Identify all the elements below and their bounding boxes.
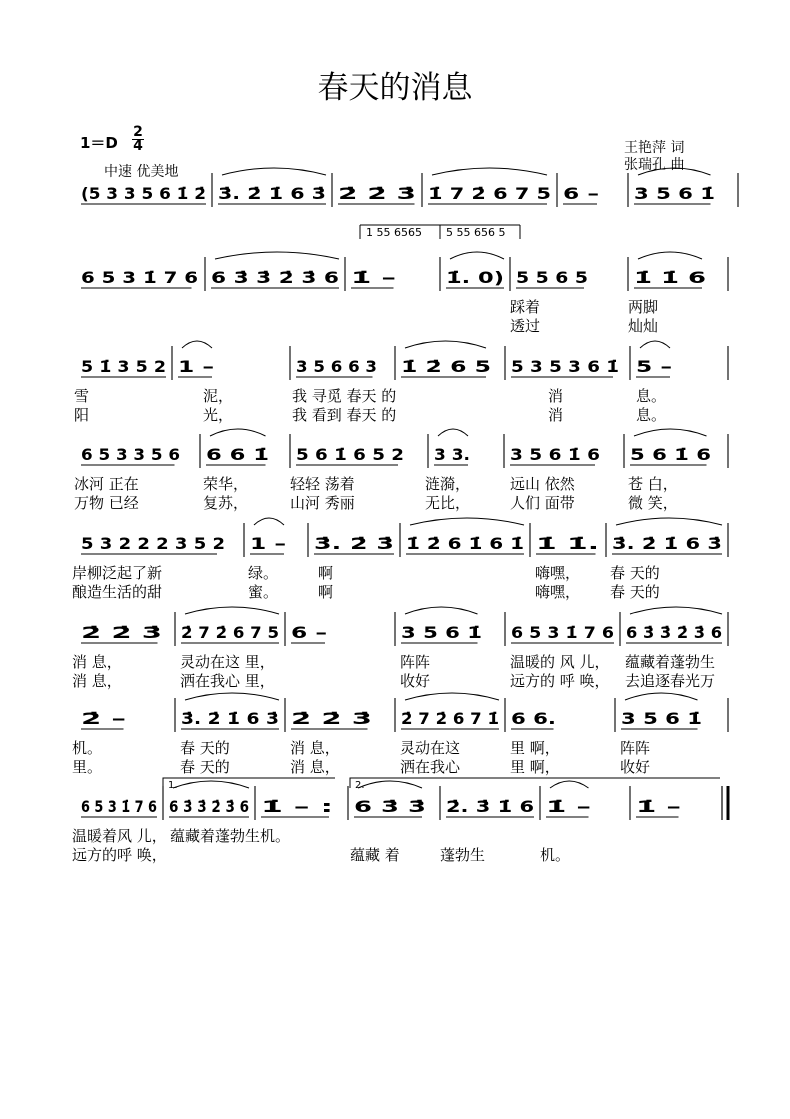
lyric-verse-1: 踩着 [510,298,541,316]
measure-notes: 3̇. 2̇ 3̇ [314,534,394,553]
slur [254,518,284,525]
slur [405,607,478,614]
key-signature: 1＝D [80,134,118,152]
lyric-verse-2: 消 [548,406,564,424]
lyric-verse-1: 息。 [636,387,667,405]
measure-notes: 1 – [250,534,286,553]
lyric-verse-1: 温暖着风 儿， [72,827,167,845]
measure-notes: 5 – [636,357,672,376]
slur [616,518,722,525]
measure-notes: 2̇ 7 2̇ 6 7 1̇ [401,709,499,728]
tempo-marking: 中速 优美地 [104,164,179,180]
lyric-verse-1: 啊 [318,564,334,582]
lyric-verse-1: 机。 [72,739,103,757]
volta-second-label: 2. [355,780,365,791]
measure-notes: 6 3̇ 3̇ [354,797,426,816]
lyric-verse-2: 机。 [540,846,571,864]
slur [450,252,504,259]
measure-notes: 6 5 3 3 5 6 [81,445,180,464]
slur [222,168,326,175]
measure-notes: 5 1̇ 3 5 2 [81,357,166,376]
measure-notes: 5 3 2 2 2 3 5 2 [81,534,225,553]
measure-notes: 2̇ 2̇ 3̇ [338,184,416,203]
slur [410,518,524,525]
measure-notes: 3 5 6 1̇ [401,623,482,642]
lyric-verse-1: 雪 [74,387,90,405]
lyric-verse-1: 苍 白， [628,475,678,493]
lyric-verse-1: 春 天的 [180,739,230,757]
volta-first-label: 1. [168,780,178,791]
lyric-verse-1: 两脚 [628,298,659,316]
lyric-verse-1: 涟漪， [425,475,471,493]
lyric-verse-2: 洒在我心 里， [180,672,275,690]
slur [625,693,698,700]
lyric-verse-1: 阵阵 [620,739,651,757]
lyric-verse-1: 阵阵 [400,653,431,671]
lyric-verse-1: 蕴藏着蓬勃生 [625,653,716,671]
lyric-verse-2: 里 啊， [510,758,560,776]
measure-notes: 3̇. 2̇ 1̇ 6 3̇ [612,534,722,553]
lyric-verse-2: 远方的呼 唤， [72,846,167,864]
measure-notes: 2̇. 3̇ 1̇ 6 [446,797,534,816]
lyric-verse-2: 微 笑， [628,494,678,512]
lyric-verse-2: 春 天的 [610,583,660,601]
lyric-verse-2: 人们 面带 [510,494,575,512]
slur [185,607,279,614]
slur [432,168,547,175]
measure-notes: 6 3̇ 3̇ 2̇ 3̇ 6 [211,268,339,287]
lyric-verse-2: 收好 [400,672,431,690]
lyric-verse-1: 远山 依然 [510,475,575,493]
lyric-verse-2: 消 息， [290,758,340,776]
measure-notes: 1̇ 7 2̇ 6 7 5 [428,184,551,203]
slur [358,781,422,788]
lyric-verse-1: 岸柳泛起了新 [72,564,163,582]
lyric-verse-2: 息。 [636,406,667,424]
lyric-verse-2: 万物 已经 [74,494,139,512]
lyricist-credit: 王艳萍 词 [624,140,685,156]
lyric-verse-1: 绿。 [248,564,279,582]
measure-notes: 1̇ – [546,797,591,816]
lyric-verse-1: 轻轻 荡着 [290,475,355,493]
measure-notes: 1̇. 0) [446,268,504,287]
measure-notes: 5 5 6 5 [516,268,588,287]
measure-notes: 1̇ – : [261,797,333,816]
lyric-verse-2: 啊 [318,583,334,601]
lyric-verse-2: 复苏， [203,494,249,512]
lyric-verse-1: 里 啊， [510,739,560,757]
measure-notes: 6 – [563,184,599,203]
measure-notes: 1̇ 1̇ 6 [634,268,706,287]
measure-notes: 2̇ – [81,709,126,728]
slur [638,252,702,259]
measure-notes: 1̇ 2̇ 6 1̇ 6 1̇ [406,534,524,553]
measure-notes: 3 5 6 1̇ [634,184,715,203]
lyric-verse-2: 山河 秀丽 [290,494,355,512]
lyric-verse-1: 嗨嘿， [535,564,581,582]
measure-notes: 2̇ 2̇ 3̇ [291,709,372,728]
lyric-verse-2: 酿造生活的甜 [72,583,163,601]
lyric-verse-2: 洒在我心 [400,758,461,776]
measure-notes: 6 – [291,623,327,642]
measure-notes: 6 6. [511,709,556,728]
slur [630,607,722,614]
lyric-verse-1: 荣华， [203,475,249,493]
lyric-verse-1: 灵动在这 [400,739,461,757]
measure-notes: 1̇ 2̇ 6 5 [401,357,491,376]
measure-notes: 1̇ – [351,268,396,287]
measure-notes: 6 3̇ 3̇ 2̇ 3̇ 6 [626,623,722,642]
lyric-verse-2: 无比， [425,494,471,512]
slur [405,693,499,700]
lyric-verse-1: 消 [548,387,564,405]
slur [640,341,670,348]
slur [173,781,249,788]
lyric-verse-2: 春 天的 [180,758,230,776]
slur [185,693,279,700]
slur [210,429,266,436]
slur [634,429,707,436]
measure-notes: 6 6 1̇ [206,445,269,464]
lyric-verse-2: 里。 [72,758,103,776]
lyric-verse-2: 收好 [620,758,651,776]
lyric-verse-2: 消 息， [72,672,122,690]
lyric-verse-1: 温暖的 风 儿， [510,653,610,671]
slur [405,341,486,348]
composer-credit: 张瑞孔 曲 [624,157,685,173]
measure-notes: 3̇. 2̇ 1̇ 6 3̇ [181,709,279,728]
lyric-verse-2: 灿灿 [628,317,659,335]
slur [550,781,589,788]
slur [182,341,212,348]
lyric-verse-2: 我 看到 春天 的 [292,406,397,424]
measure-notes: 1̇ – [636,797,681,816]
measure-notes: 3 5 6 6 3 [296,357,377,376]
measure-notes: 6 5 3 1̇ 7 6 [81,268,198,287]
lyric-verse-2: 远方的 呼 唤， [510,672,610,690]
lyric-verse-1: 我 寻觅 春天 的 [292,387,397,405]
time-signature-top: 2 [133,124,143,140]
lyric-verse-1: 蕴藏着蓬勃生 [170,827,261,845]
lyric-verse-1: 消 息， [72,653,122,671]
lyric-verse-1: 春 天的 [610,564,660,582]
measure-notes: 3 5 6 1̇ 6 [510,445,600,464]
measure-notes: 5 6 1̇ 6 [630,445,711,464]
measure-notes: 3 3. [434,445,470,464]
lyric-verse-2: 阳 [74,406,90,424]
slur [638,168,711,175]
slur [215,252,339,259]
measure-notes: 1 – [178,357,214,376]
alt-cue-text: 1 55 6565 [366,226,422,239]
slur [438,429,468,436]
measure-notes: 5 3 5 3 6 1̇ [511,357,619,376]
measure-notes: 6 5 3 1̇ 7 6 [81,797,157,816]
lyric-verse-2: 嗨嘿， [535,583,581,601]
time-signature-bottom: 4 [133,138,143,154]
measure-notes: 6 5 3 1̇ 7 6 [511,623,614,642]
measure-notes: 1̇ 1̇. [536,534,599,553]
alt-cue-text: 5 55 656 5 [446,226,506,239]
measure-notes: 2̇ 7 2̇ 6 7 5 [181,623,279,642]
measure-notes: 3 5 6 1̇ [621,709,702,728]
lyric-verse-2: 蓬勃生 [440,846,486,864]
lyric-verse-2: 蕴藏 着 [350,846,400,864]
lyric-verse-2: 透过 [510,317,541,335]
lyric-verse-1: 冰河 正在 [74,475,139,493]
measure-notes: 2̇ 2̇ 3̇ [81,623,162,642]
measure-notes: 6 3̇ 3̇ 2̇ 3̇ 6 [169,797,249,816]
lyric-verse-1: 泥， [203,387,234,405]
lyric-verse-2: 蜜。 [248,583,279,601]
measure-notes: 3̇. 2̇ 1̇ 6 3̇ [218,184,326,203]
lyric-verse-1: 灵动在这 里， [180,653,275,671]
song-title: 春天的消息 [317,70,473,106]
lyric-verse-2: 光， [203,406,234,424]
measure-notes: (5 3 3 5 6 1̇ 2̇ [81,184,206,203]
lyric-verse-1: 消 息， [290,739,340,757]
measure-notes: 5 6 1̇ 6 5 2 [296,445,404,464]
lyric-verse-1: 机。 [260,827,291,845]
lyric-verse-2: 去追逐春光万 [625,672,716,690]
